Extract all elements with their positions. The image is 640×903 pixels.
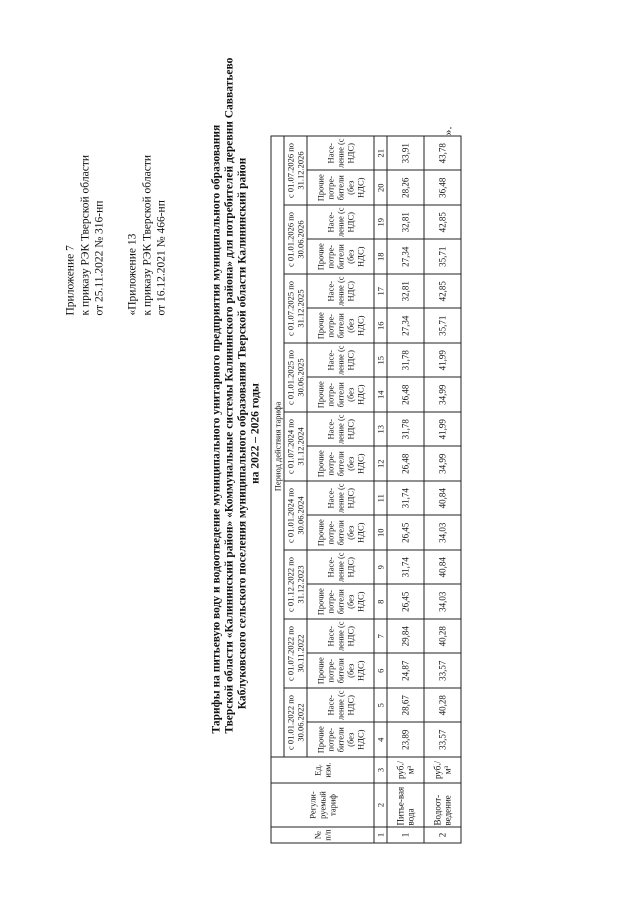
subheader-population: Насе-ление (с НДС): [307, 274, 374, 309]
appendix-7-header: [63, 155, 107, 316]
subheader-population: Насе-ление (с НДС): [307, 619, 374, 654]
period-header-row: [284, 135, 307, 842]
closing-mark: ».: [440, 126, 454, 135]
table-header-row: [271, 135, 284, 842]
column-number-row: [374, 135, 387, 842]
column-number: 9: [374, 550, 387, 585]
appendix-13-line: «Приложение 13: [126, 233, 138, 315]
tariff-value: 27,34: [387, 308, 424, 343]
tariff-value: 26,48: [387, 377, 424, 412]
tariff-table: [270, 135, 461, 843]
period-header: с 01.01.2026 по 30.06.2026: [284, 205, 307, 274]
appendix-7-line: к приказу РЭК Тверской области: [78, 154, 91, 315]
tariff-value: 33,91: [387, 135, 424, 170]
tariff-value: 32,81: [387, 205, 424, 240]
subheader-other-consumers: Прочие потре-бители (без НДС): [307, 446, 374, 481]
subheader-other-consumers: Прочие потре-бители (без НДС): [307, 653, 374, 688]
table-row: [387, 135, 424, 842]
title-line: Каблуковского сельского поселения муниципального образования Тверской области Калининский район: [236, 157, 248, 709]
subheader-other-consumers: Прочие потре-бители (без НДС): [307, 377, 374, 412]
column-number: 2: [374, 783, 387, 827]
column-number: 5: [374, 688, 387, 723]
tariff-value: 28,26: [387, 170, 424, 205]
column-number: 14: [374, 377, 387, 412]
subheader-other-consumers: Прочие потре-бители (без НДС): [307, 515, 374, 550]
tariff-value: 42,85: [424, 205, 461, 240]
table-row: [424, 135, 461, 842]
tariff-value: 26,45: [387, 584, 424, 619]
tariff-value: 34,03: [424, 515, 461, 550]
tariff-value: 40,28: [424, 619, 461, 654]
tariff-value: 31,78: [387, 343, 424, 378]
column-number: 11: [374, 481, 387, 516]
title-line: на 2022 – 2026 годы: [249, 382, 261, 484]
column-number: 12: [374, 446, 387, 481]
tariff-value: 41,99: [424, 412, 461, 447]
appendix-7-line: Приложение 7: [64, 244, 76, 315]
header-num: № п/п: [271, 827, 374, 843]
tariff-value: 33,57: [424, 722, 461, 757]
subheader-row: [307, 135, 374, 842]
tariff-value: 35,71: [424, 308, 461, 343]
subheader-other-consumers: Прочие потре-бители (без НДС): [307, 308, 374, 343]
column-number: 6: [374, 653, 387, 688]
tariff-value: 40,84: [424, 550, 461, 585]
row-unit: руб./м³: [387, 757, 424, 783]
tariff-value: 32,81: [387, 274, 424, 309]
subheader-population: Насе-ление (с НДС): [307, 481, 374, 516]
tariff-value: 42,85: [424, 274, 461, 309]
column-number: 4: [374, 722, 387, 757]
appendix-7-line: от 25.11.2022 № 316-нп: [93, 200, 105, 315]
tariff-value: 31,74: [387, 550, 424, 585]
subheader-population: Насе-ление (с НДС): [307, 343, 374, 378]
tariff-value: 34,99: [424, 446, 461, 481]
column-number: 7: [374, 619, 387, 654]
document-title: [210, 57, 262, 733]
tariff-value: 28,67: [387, 688, 424, 723]
subheader-population: Насе-ление (с НДС): [307, 688, 374, 723]
column-number: 20: [374, 170, 387, 205]
period-header: с 01.07.2022 по 30.11.2022: [284, 619, 307, 688]
appendix-13-line: от 16.12.2021 № 466-нп: [155, 199, 167, 315]
row-unit: руб./м³: [424, 757, 461, 783]
column-number: 13: [374, 412, 387, 447]
column-number: 10: [374, 515, 387, 550]
subheader-other-consumers: Прочие потре-бители (без НДС): [307, 722, 374, 757]
appendix-13-header: [125, 155, 169, 316]
subheader-population: Насе-ление (с НДС): [307, 135, 374, 170]
subheader-other-consumers: Прочие потре-бители (без НДС): [307, 170, 374, 205]
tariff-value: 33,57: [424, 653, 461, 688]
row-number: 2: [424, 827, 461, 843]
column-number: 16: [374, 308, 387, 343]
header-tariff: Регули-руемый тариф: [271, 783, 374, 827]
row-number: 1: [387, 827, 424, 843]
tariff-value: 26,45: [387, 515, 424, 550]
period-header: с 01.07.2024 по 31.12.2024: [284, 412, 307, 481]
subheader-other-consumers: Прочие потре-бители (без НДС): [307, 239, 374, 274]
tariff-value: 29,84: [387, 619, 424, 654]
tariff-value: 43,78: [424, 135, 461, 170]
tariff-value: 27,34: [387, 239, 424, 274]
tariff-value: 35,71: [424, 239, 461, 274]
tariff-value: 31,78: [387, 412, 424, 447]
tariff-value: 23,89: [387, 722, 424, 757]
row-tariff-name: Водоот-ведение: [424, 783, 461, 827]
period-header: с 01.01.2022 по 30.06.2022: [284, 688, 307, 757]
tariff-value: 34,03: [424, 584, 461, 619]
tariff-value: 34,99: [424, 377, 461, 412]
column-number: 15: [374, 343, 387, 378]
column-number: 19: [374, 205, 387, 240]
column-number: 21: [374, 135, 387, 170]
subheader-population: Насе-ление (с НДС): [307, 550, 374, 585]
row-tariff-name: Питье-вая вода: [387, 783, 424, 827]
subheader-population: Насе-ление (с НДС): [307, 205, 374, 240]
column-number: 8: [374, 584, 387, 619]
tariff-value: 40,84: [424, 481, 461, 516]
period-header: с 01.01.2025 по 30.06.2025: [284, 343, 307, 412]
title-line: Тарифы на питьевую воду и водоотведение муниципального унитарного предприятия муниципального образования: [210, 124, 222, 733]
column-number: 18: [374, 239, 387, 274]
column-number: 1: [374, 827, 387, 843]
column-number: 17: [374, 274, 387, 309]
subheader-population: Насе-ление (с НДС): [307, 412, 374, 447]
appendix-13-line: к приказу РЭК Тверской области: [140, 154, 153, 315]
column-number: 3: [374, 757, 387, 783]
tariff-value: 40,28: [424, 688, 461, 723]
tariff-value: 31,74: [387, 481, 424, 516]
period-header: с 01.01.2024 по 30.06.2024: [284, 481, 307, 550]
period-header: с 01.12.2022 по 31.12.2023: [284, 550, 307, 619]
tariff-value: 24,87: [387, 653, 424, 688]
tariff-value: 41,99: [424, 343, 461, 378]
header-unit: Ед. изм.: [271, 757, 374, 783]
title-line: Тверской области «Калининский район» «Коммунальные системы Калининского района» для потребителей деревни Савватьево: [223, 57, 235, 733]
header-period: Период действия тарифа: [271, 135, 284, 756]
period-header: с 01.07.2026 по 31.12.2026: [284, 135, 307, 204]
period-header: с 01.07.2025 по 31.12.2025: [284, 274, 307, 343]
tariff-value: 36,48: [424, 170, 461, 205]
subheader-other-consumers: Прочие потре-бители (без НДС): [307, 584, 374, 619]
tariff-value: 26,48: [387, 446, 424, 481]
